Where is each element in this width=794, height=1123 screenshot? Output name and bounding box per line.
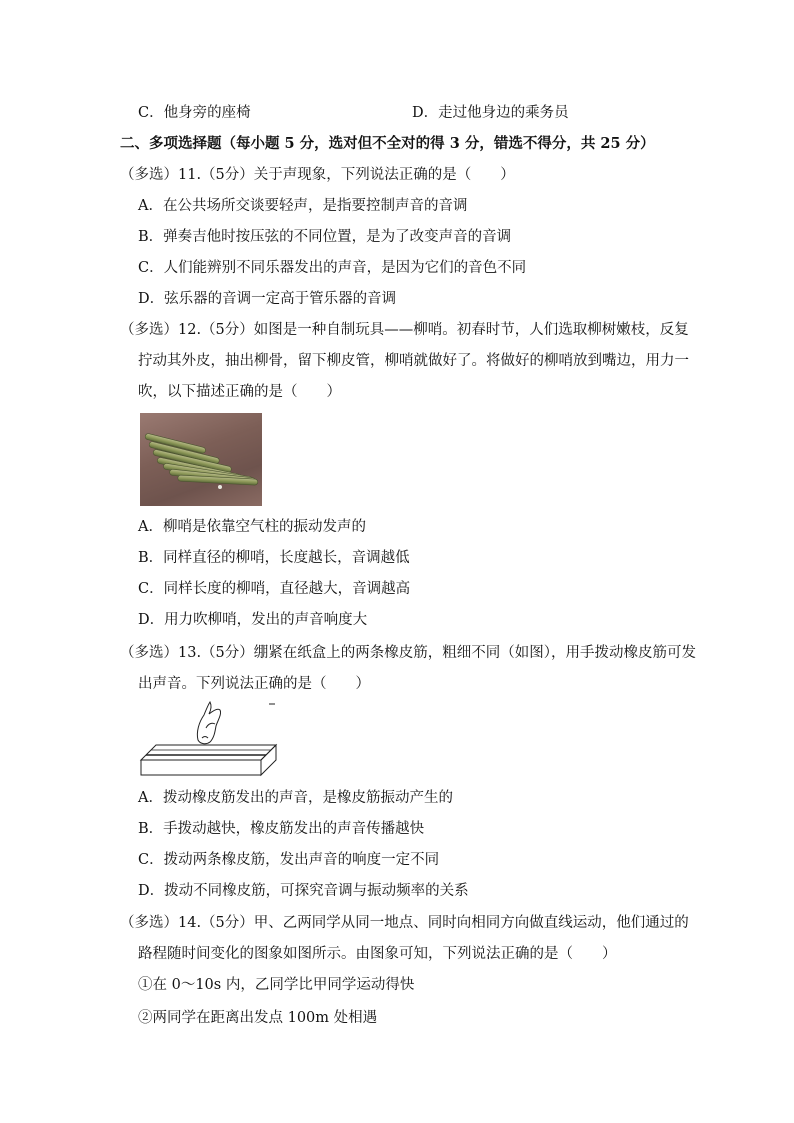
question-14-statement-2: ②两同学在距离出发点 100m 处相遇 — [138, 1010, 378, 1026]
question-11-option-a: A．在公共场所交谈要轻声，是指要控制声音的音调 — [138, 198, 468, 214]
section-title: 二、多项选择题（每小题 5 分，选对但不全对的得 3 分，错选不得分，共 25 分） — [120, 135, 655, 152]
rubber-band-box-figure — [136, 700, 286, 782]
question-13-option-a: A．拨动橡皮筋发出的声音，是橡皮筋振动产生的 — [138, 790, 453, 806]
question-14-stem-line-2: 路程随时间变化的图象如图所示。由图象可知，下列说法正确的是（ ） — [138, 946, 617, 962]
question-11-stem: （多选）11.（5分）关于声现象，下列说法正确的是（ ） — [120, 167, 515, 183]
question-14-stem-line-1: （多选）14.（5分）甲、乙两同学从同一地点、同时向相同方向做直线运动，他们通过的 — [120, 915, 689, 931]
question-12-option-a: A．柳哨是依靠空气柱的振动发声的 — [138, 519, 366, 535]
question-12-stem-line-3: 吹，以下描述正确的是（ ） — [138, 384, 341, 400]
question-11-option-b: B．弹奏吉他时按压弦的不同位置，是为了改变声音的音调 — [138, 229, 512, 245]
question-13-stem-line-1: （多选）13.（5分）绷紧在纸盒上的两条橡皮筋，粗细不同（如图），用手拨动橡皮筋可发 — [120, 645, 697, 661]
question-11-option-d: D．弦乐器的音调一定高于管乐器的音调 — [138, 291, 397, 307]
question-11-option-c: C．人们能辨别不同乐器发出的声音，是因为它们的音色不同 — [138, 260, 527, 276]
question-13-option-c: C．拨动两条橡皮筋，发出声音的响度一定不同 — [138, 852, 440, 868]
option-d: D．走过他身边的乘务员 — [412, 105, 569, 121]
question-14-statement-1: ①在 0～10s 内，乙同学比甲同学运动得快 — [138, 977, 415, 993]
question-12-option-b: B．同样直径的柳哨，长度越长，音调越低 — [138, 550, 410, 566]
question-12-option-c: C．同样长度的柳哨，直径越大，音调越高 — [138, 581, 411, 597]
question-12-option-d: D．用力吹柳哨，发出的声音响度大 — [138, 612, 368, 628]
willow-whistle-photo — [140, 413, 262, 506]
question-12-stem-line-1: （多选）12.（5分）如图是一种自制玩具——柳哨。初春时节，人们选取柳树嫩枝，反复 — [120, 322, 689, 338]
option-c: C．他身旁的座椅 — [138, 105, 251, 121]
question-13-option-d: D．拨动不同橡皮筋，可探究音调与振动频率的关系 — [138, 883, 469, 899]
question-13-option-b: B．手拨动越快，橡皮筋发出的声音传播越快 — [138, 821, 425, 837]
question-13-stem-line-2: 出声音。下列说法正确的是（ ） — [138, 676, 370, 692]
question-12-stem-line-2: 拧动其外皮，抽出柳骨，留下柳皮管，柳哨就做好了。将做好的柳哨放到嘴边，用力一 — [138, 353, 689, 369]
willow-whistle-image — [140, 413, 262, 506]
